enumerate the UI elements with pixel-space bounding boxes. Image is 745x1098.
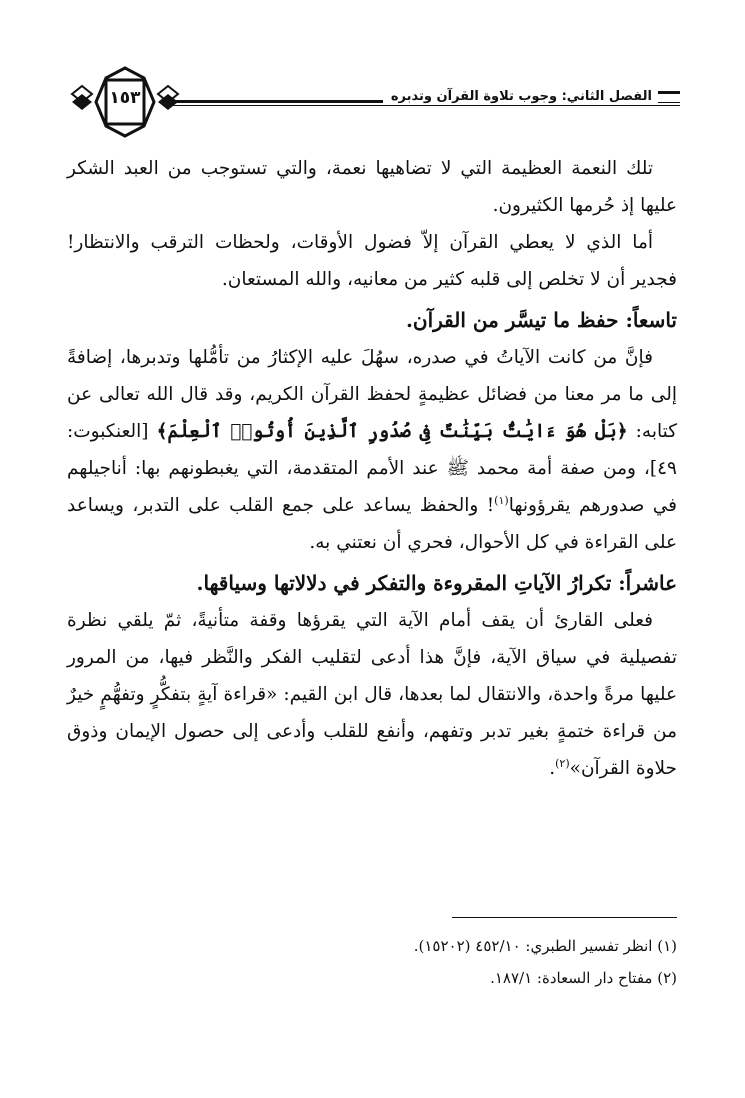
chapter-title-text: الفصل الثاني: وجوب تلاوة القرآن وتدبره (390, 89, 652, 104)
section-10-text (67, 602, 677, 787)
paragraph-2: أما الذي لا يعطي القرآن إلاّ فضول الأوقات، ولحظات الترقب والانتظار! فجدير أن لا تخلص إلى قلبه كثير من معانيه، والله المستعان. (67, 232, 677, 290)
footnote-marker-1: (١) (494, 493, 509, 507)
section-9-text-before-verse: فإنَّ من كانت الآياتُ في صدره، سهُلَ عليه الإكثارُ من تأمُّلها وتدبرها، إضافةً إلى ما مر معنا من فضائل عظيمةٍ لحفظ القرآن الكريم، وقد قال الله تعالى عن كتابه: (67, 347, 677, 442)
section-10-text-end: . (549, 758, 556, 779)
footnote-2: (٢) مفتاح دار السعادة: ١٨٧/١. (490, 969, 677, 987)
section-9-text-end: ! والحفظ يساعد على جمع القلب على التدبر، ويساعد على القراءة في كل الأحوال، فحري أن نعتني به. (67, 495, 677, 553)
paragraph-1: تلك النعمة العظيمة التي لا تضاهيها نعمة، والتي تستوجب من العبد الشكر عليها إذ حُرمها الكثيرون. (67, 158, 677, 216)
section-10-text-body: فعلى القارئ أن يقف أمام الآية التي يقرؤها وقفة متأنيةً، ثمّ يلقي نظرة تفصيلية في سياق الآية، فإنَّ هذا أدعى لتقليب الفكر والنَّظر فيها، من المرور عليها مرةً واحدة، والانتقال لما بعدها، قال ابن القيم: «قراءة آيةٍ بتفكُّرٍ وتفهُّمٍ خيرٌ من قراءة ختمةٍ بغير تدبر وتفهم، وأنفع للقلب وأدعى إلى حصول الإيمان وذوق حلاوة القرآن» (67, 610, 677, 779)
section-10-heading: عاشراً: تكرارُ الآياتِ المقروءة والتفكر في دلالاتها وسياقها. (196, 571, 677, 595)
section-9-text-after-verse: [العنكبوت: ٤٩]، ومن صفة أمة محمد ﷺ عند الأمم المتقدمة، التي يغبطونهم بها: أناجيلهم في صدورهم يقرؤونها (67, 421, 677, 516)
header-bars-icon (658, 91, 680, 103)
quran-verse: ﴿بَلْ هُوَ ءَايَٰتٌۢ بَيِّنَٰتٌ فِى صُدُورِ ٱلَّذِينَ أُوتُوا۟ ٱلْعِلْمَ﴾ (156, 421, 628, 442)
page-number-ornament (70, 62, 180, 142)
section-9-text (67, 339, 677, 561)
footnote-1: (١) انظر تفسير الطبري: ٤٥٢/١٠ (١٥٢٠٢). (413, 937, 677, 955)
page-body (67, 150, 677, 787)
footnote-separator (452, 917, 677, 918)
page-number: ١٥٣ (109, 88, 141, 108)
footnotes (67, 917, 677, 994)
chapter-title (383, 89, 680, 104)
page-header (70, 62, 680, 142)
section-9-heading: تاسعاً: حفظ ما تيسَّر من القرآن. (405, 308, 677, 332)
footnote-marker-2: (٢) (555, 756, 570, 770)
